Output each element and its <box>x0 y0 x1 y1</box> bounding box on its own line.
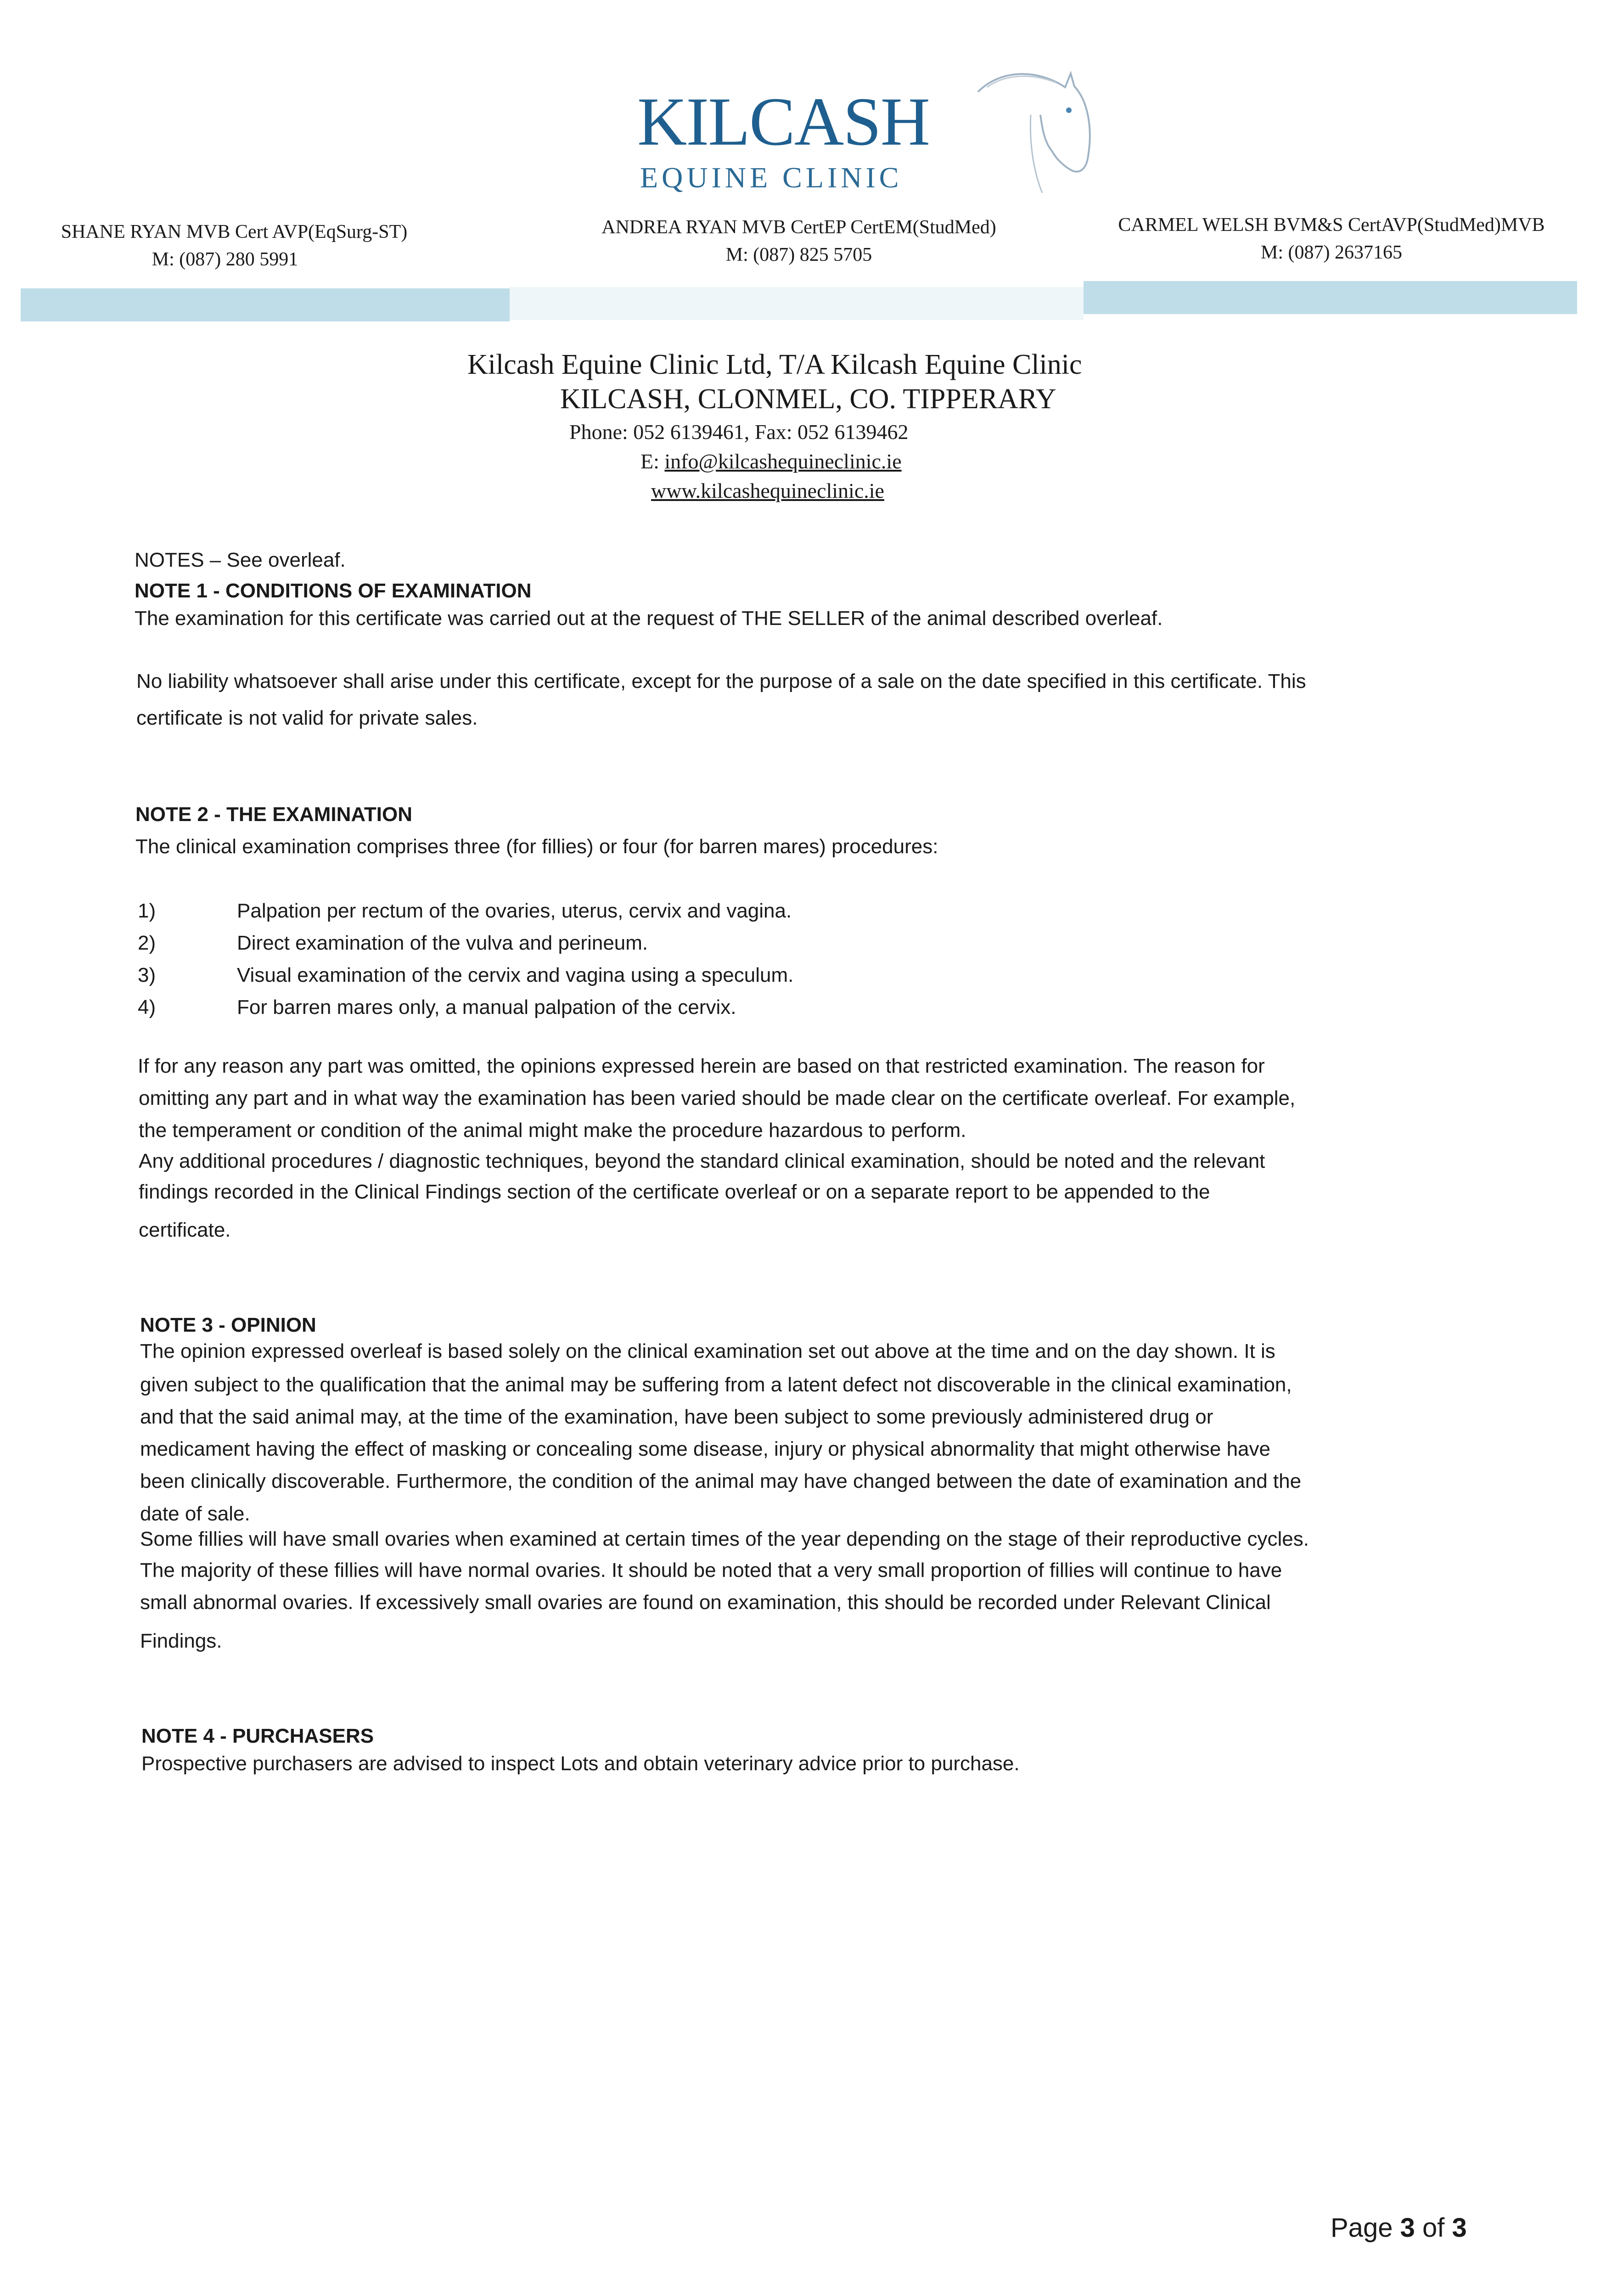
list-item: 1) Palpation per rectum of the ovaries, uterus, cervix and vagina. <box>138 900 792 922</box>
list-item: 4) For barren mares only, a manual palpation of the cervix. <box>138 996 736 1019</box>
page-number: Page 3 of 3 <box>1331 2213 1467 2243</box>
note2-line: If for any reason any part was omitted, the opinions expressed herein are based on that restricted examination. The reason for <box>138 1055 1265 1077</box>
vet-mobile: M: (087) 825 5705 <box>725 244 872 265</box>
email-link[interactable]: info@kilcashequineclinic.ie <box>664 450 902 473</box>
note3-line: The majority of these fillies will have normal ovaries. It should be noted that a very small proportion of fillies will continue to have <box>140 1559 1282 1581</box>
header-band-right <box>1084 281 1577 314</box>
clinic-logo <box>634 60 1139 197</box>
header-band-middle <box>510 287 1084 320</box>
vet-3 <box>1088 211 1575 266</box>
vet-name: SHANE RYAN MVB Cert AVP(EqSurg-ST) <box>61 221 408 242</box>
vet-mobile: M: (087) 280 5991 <box>152 249 298 270</box>
note4-line: Prospective purchasers are advised to inspect Lots and obtain veterinary advice prior to purchase. <box>141 1752 1020 1775</box>
note3-line: Findings. <box>140 1630 222 1652</box>
company-phone: Phone: 052 6139461, Fax: 052 6139462 <box>569 420 909 444</box>
horse-head-icon <box>950 60 1097 197</box>
note2-intro: The clinical examination comprises three (for fillies) or four (for barren mares) procedures: <box>135 835 938 858</box>
note2-heading: NOTE 2 - THE EXAMINATION <box>135 803 412 826</box>
list-item: 3) Visual examination of the cervix and vagina using a speculum. <box>138 964 794 986</box>
website-link[interactable]: www.kilcashequineclinic.ie <box>651 479 884 502</box>
logo-name: KILCASH <box>637 84 930 160</box>
note1-heading: NOTE 1 - CONDITIONS OF EXAMINATION <box>135 580 532 602</box>
note4-heading: NOTE 4 - PURCHASERS <box>141 1725 374 1747</box>
list-item: 2) Direct examination of the vulva and perineum. <box>138 932 648 954</box>
note3-line: been clinically discoverable. Furthermore, the condition of the animal may have changed between the date of examination and the <box>140 1470 1302 1492</box>
note1-line: No liability whatsoever shall arise under this certificate, except for the purpose of a sale on the date specified in this certificate. This <box>136 670 1306 692</box>
email-label: E: <box>640 450 665 473</box>
note2-line: findings recorded in the Clinical Findings section of the certificate overleaf or on a separate report to be appended to the <box>139 1181 1210 1203</box>
note3-line: The opinion expressed overleaf is based solely on the clinical examination set out above at the time and on the day shown. It is <box>140 1340 1275 1362</box>
header-band-left <box>21 288 510 321</box>
company-address: KILCASH, CLONMEL, CO. TIPPERARY <box>560 383 1056 415</box>
vet-name: ANDREA RYAN MVB CertEP CertEM(StudMed) <box>601 217 996 238</box>
note3-line: small abnormal ovaries. If excessively small ovaries are found on examination, this should be recorded under Relevant Clinical <box>140 1591 1271 1614</box>
note2-line: the temperament or condition of the animal might make the procedure hazardous to perform. <box>139 1119 966 1142</box>
note3-line: date of sale. <box>140 1503 250 1525</box>
vet-mobile: M: (087) 2637165 <box>1261 242 1402 263</box>
logo-subtitle: EQUINE CLINIC <box>640 161 903 194</box>
note3-line: and that the said animal may, at the time of the examination, have been subject to some previously administered drug or <box>140 1406 1213 1428</box>
vet-name: CARMEL WELSH BVM&S CertAVP(StudMed)MVB <box>1118 214 1545 236</box>
note2-line: Any additional procedures / diagnostic techniques, beyond the standard clinical examination, should be noted and the relevant <box>139 1150 1265 1172</box>
company-email-line <box>640 451 902 472</box>
vet-2 <box>578 214 1019 269</box>
notes-intro: NOTES – See overleaf. <box>135 549 346 571</box>
note1-line: The examination for this certificate was carried out at the request of THE SELLER of the animal described overleaf. <box>135 607 1163 630</box>
note3-line: medicament having the effect of masking or concealing some disease, injury or physical abnormality that might otherwise have <box>140 1438 1271 1460</box>
company-name: Kilcash Equine Clinic Ltd, T/A Kilcash Equine Clinic <box>467 349 1082 380</box>
vet-1 <box>28 218 441 273</box>
note3-line: given subject to the qualification that the animal may be suffering from a latent defect not discoverable in the clinical examination, <box>140 1373 1292 1396</box>
note2-line: certificate. <box>139 1219 231 1241</box>
note3-line: Some fillies will have small ovaries when examined at certain times of the year depending on the stage of their reproductive cycles. <box>140 1528 1309 1550</box>
note3-heading: NOTE 3 - OPINION <box>140 1314 316 1336</box>
note2-line: omitting any part and in what way the examination has been varied should be made clear on the certificate overleaf. For example, <box>139 1087 1296 1109</box>
note1-line: certificate is not valid for private sales. <box>136 707 478 729</box>
